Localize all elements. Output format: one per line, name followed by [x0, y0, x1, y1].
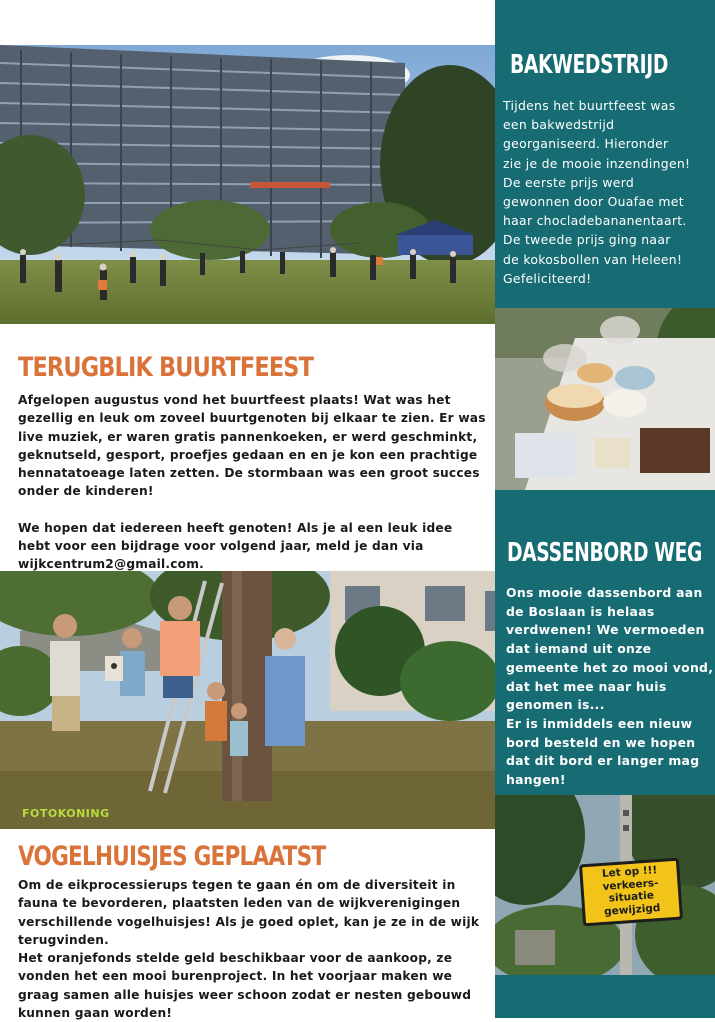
photo-watermark: FOTOKONING — [22, 807, 110, 820]
text-line: genomen is... — [506, 697, 605, 713]
text-line: Het oranjefonds stelde geld beschikbaar voor de aankoop, ze — [18, 951, 453, 966]
vogelhuisjes-body — [18, 876, 488, 1022]
text-line: Ons mooie dassenbord aan — [506, 585, 703, 600]
sign-text-line: verkeers- — [602, 876, 659, 893]
text-line: De eerste prijs werd — [503, 174, 635, 190]
cakes-photo — [495, 308, 715, 490]
text-line: fauna te bevorderen, plaatsten leden van de wijkverenigingen — [18, 896, 461, 911]
text-line: dat het mee naar huis — [506, 678, 667, 694]
text-line: Gefeliciteerd! — [503, 270, 592, 286]
traffic-sign-photo — [495, 795, 715, 975]
section-title-vogelhuisjes: VOGELHUISJES GEPLAATST — [18, 841, 326, 872]
text-line: terugvinden. — [18, 932, 109, 947]
text-line: geknutseld, gesport, proefjes gedaan en en je kon een prachtige — [18, 447, 478, 462]
text-line: kunnen gaan worden! — [18, 1006, 173, 1021]
text-line: de kokosbollen van Heleen! — [503, 251, 683, 267]
text-line: Tijdens het buurtfeest was — [503, 98, 676, 113]
text-line: Afgelopen augustus vond het buurtfeest plaats! Wat was het — [18, 393, 451, 407]
text-line: Er is inmiddels een nieuw — [506, 715, 693, 731]
text-line: live muziek, er waren gratis pannenkoeken, er werd geschminkt, — [18, 429, 478, 444]
text-line: De tweede prijs ging naar — [503, 232, 671, 248]
sign-text-line: gewijzigd — [603, 901, 661, 918]
text-line: zie je de mooie inzendingen! — [503, 155, 691, 171]
text-line: vonden het een mooi burenproject. In het voorjaar maken we — [18, 969, 453, 984]
terugblik-body — [18, 391, 488, 574]
section-title-terugblik: TERUGBLIK BUURTFEEST — [18, 352, 314, 383]
text-line: We hopen dat iedereen heeft genoten! Als je al een leuk idee — [18, 520, 453, 535]
text-line: verdwenen! We vermoeden — [506, 622, 705, 638]
text-line: gezellig en leuk om zoveel buurtgenoten bij elkaar te zien. Er was — [18, 411, 486, 426]
text-line: georganiseerd. Hieronder — [503, 136, 669, 152]
text-line: verschillende vogelhuisjes! Als je goed oplet, kan je ze in de wijk — [18, 914, 480, 929]
birdhouse-photo — [0, 571, 495, 829]
text-line: hennatatoeage laten zetten. De stormbaan was een groot succes — [18, 466, 480, 481]
text-line: onder de kinderen! — [18, 484, 154, 499]
text-line: dat dit bord er langer mag — [506, 753, 700, 769]
bakwedstrijd-body — [503, 96, 713, 288]
text-line: graag samen alle huisjes weer schoon zodat er nesten gebouwd — [18, 987, 472, 1002]
top-margin — [0, 0, 495, 45]
sign-text-line: situatie — [608, 889, 655, 905]
text-line: hangen! — [506, 772, 566, 788]
text-line: wijkcentrum2@gmail.com. — [18, 557, 204, 572]
warning-sign — [579, 858, 683, 927]
text-line: de Boslaan is helaas — [506, 603, 655, 619]
festival-photo — [0, 45, 495, 324]
dassenbord-body — [506, 584, 712, 790]
text-line: hebt voor een bijdrage voor volgend jaar, meld je dan via — [18, 539, 424, 554]
sign-text-line: Let op !!! — [601, 864, 658, 880]
section-title-bakwedstrijd: BAKWEDSTRIJD — [510, 50, 669, 80]
text-line: Om de eikprocessierups tegen te gaan én om de diversiteit in — [18, 878, 456, 892]
text-line: dat iemand uit onze — [506, 641, 652, 657]
text-line: een bakwedstrijd — [503, 117, 615, 133]
text-line: bord besteld en we hopen — [506, 734, 696, 750]
text-line: gewonnen door Ouafae met — [503, 194, 684, 210]
text-line: haar chocladebananentaart. — [503, 213, 687, 229]
section-title-dassenbord: DASSENBORD WEG — [507, 538, 703, 568]
text-line: gemeente het zo mooi vond, — [506, 659, 714, 675]
